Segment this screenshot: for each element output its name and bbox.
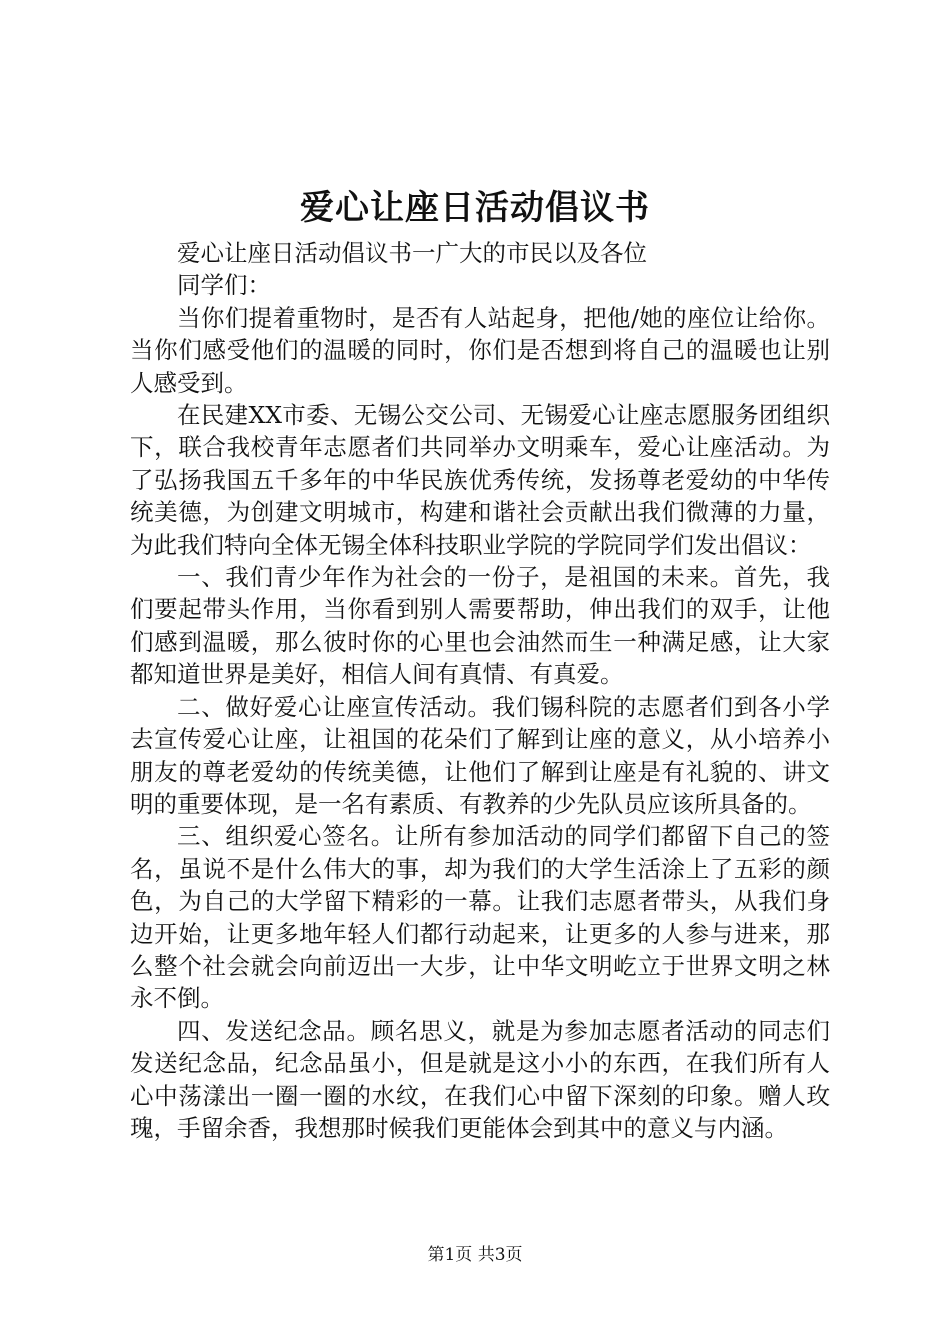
paragraph-salutation: 同学们： (177, 271, 271, 300)
page-number-footer: 第1页 共3页 (427, 1245, 523, 1265)
paragraph-background: 在民建XX市委、无锡公交公司、无锡爱心让座志愿服务团组织下，联合我校青年志愿者们共同举办文明乘车，爱心让座活动。为了弘扬我国五千多年的中华民族优秀传统，发扬尊老爱幼的中华传统美德，为创建文明城市，构建和谐社会贡献出我们微薄的力量，为此我们特向全体无锡全体科技职业学院的学院同学们发出倡议： (130, 401, 830, 559)
paragraph-intro: 爱心让座日活动倡议书一广大的市民以及各位 (177, 239, 647, 267)
paragraph-opening: 当你们提着重物时，是否有人站起身，把他/她的座位让给你。当你们感受他们的温暖的同时，你们是否想到将自己的温暖也让别人感受到。 (130, 303, 830, 397)
document-body (130, 237, 830, 1144)
paragraph-point-1: 一、我们青少年作为社会的一份子，是祖国的未来。首先，我们要起带头作用，当你看到别人需要帮助，伸出我们的双手，让他们感到温暖，那么彼时你的心里也会油然而生一种满足感，让大家都知道世界是美好，相信人间有真情、有真爱。 (130, 563, 830, 689)
paragraph-point-2: 二、做好爱心让座宣传活动。我们锡科院的志愿者们到各小学去宣传爱心让座，让祖国的花朵们了解到让座的意义，从小培养小朋友的尊老爱幼的传统美德，让他们了解到让座是有礼貌的、讲文明的重要体现，是一名有素质、有教养的少先队员应该所具备的。 (130, 692, 830, 818)
document-title: 爱心让座日活动倡议书 (300, 188, 650, 228)
paragraph-point-3: 三、组织爱心签名。让所有参加活动的同学们都留下自己的签名，虽说不是什么伟大的事，却为我们的大学生活涂上了五彩的颜色，为自己的大学留下精彩的一幕。让我们志愿者带头，从我们身边开始，让更多地年轻人们都行动起来，让更多的人参与进来，那么整个社会就会向前迈出一大步，让中华文明屹立于世界文明之林永不倒。 (130, 822, 830, 1013)
paragraph-point-4: 四、发送纪念品。顾名思义，就是为参加志愿者活动的同志们发送纪念品，纪念品虽小，但是就是这小小的东西，在我们所有人心中荡漾出一圈一圈的水纹，在我们心中留下深刻的印象。赠人玫瑰，手留余香，我想那时候我们更能体会到其中的意义与内涵。 (130, 1016, 830, 1142)
